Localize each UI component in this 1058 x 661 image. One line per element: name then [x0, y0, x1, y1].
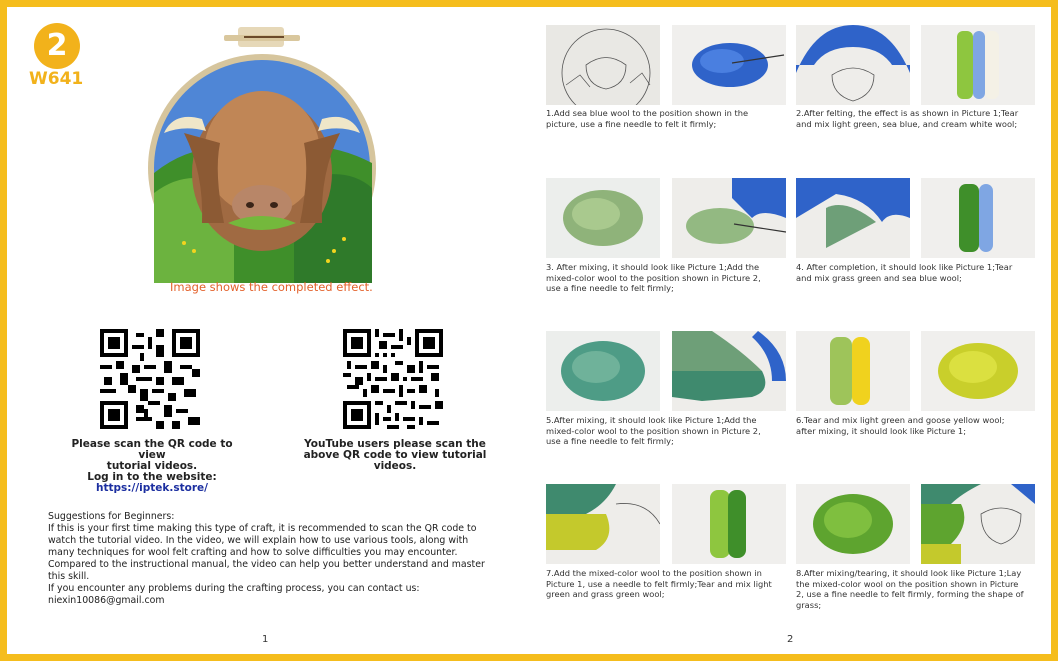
suggestions-line: If this is your first time making this type of craft, it is recommended to scan the QR code to: [48, 523, 477, 534]
qr-youtube-line3: videos.: [373, 460, 417, 472]
text-line: the mixed-color wool on the position shown in Picture: [796, 578, 1019, 589]
text-line: 2.After felting, the effect is as shown in Picture 1;Tear: [796, 108, 1019, 118]
qr-code-website[interactable]: [100, 329, 200, 429]
step3-text: [546, 262, 784, 294]
text-line: after mixing, it should look like Picture 1;: [796, 425, 966, 436]
qr-youtube-line2: above QR code to view tutorial: [303, 449, 487, 461]
step6-picture1: [796, 331, 910, 411]
manual-page-spread: [7, 7, 1051, 654]
text-line: Picture 1, use a needle to felt firmly;Tear and mix light: [546, 578, 772, 589]
qr-website-instructions: [57, 439, 247, 494]
hero-caption: Image shows the completed effect.: [170, 280, 373, 294]
text-line: use a fine needle to felt firmly;: [546, 283, 674, 293]
page-number-right: 2: [787, 634, 794, 645]
step-number-badge: 2: [34, 23, 80, 69]
step5-picture2: [672, 331, 786, 411]
qr-youtube-instructions: [300, 439, 490, 472]
text-line: 2, use a fine needle to felt firmly, forming the shape of: [796, 589, 1024, 599]
step7-text: [546, 568, 784, 600]
step4-picture2: [921, 178, 1035, 258]
model-code: W641: [29, 69, 84, 89]
text-line: 7.Add the mixed-color wool to the position shown in: [546, 568, 762, 578]
step1-picture2: [672, 25, 786, 105]
suggestions-line: this skill.: [48, 571, 90, 582]
text-line: green and grass green wool;: [546, 589, 665, 599]
qr-website-line3: Log in to the website:: [87, 471, 217, 483]
step6-text: [796, 415, 1034, 436]
text-line: picture, use a fine needle to felt it firmly;: [546, 118, 717, 129]
qr-code-youtube[interactable]: [343, 329, 443, 429]
text-line: mixed-color wool to the position shown in Picture 2,: [546, 272, 761, 283]
step5-text: [546, 415, 784, 447]
page-number-left: 1: [262, 634, 269, 645]
step8-picture1: [796, 484, 910, 564]
text-line: 3. After mixing, it should look like Picture 1;Add the: [546, 262, 760, 272]
text-line: 1.Add sea blue wool to the position shown in the: [546, 108, 749, 118]
text-line: 5.After mixing, it should look like Picture 1;Add the: [546, 415, 757, 425]
beginner-suggestions: [48, 511, 508, 607]
suggestions-line: Compared to the instructional manual, the video can help you better understand and master: [48, 559, 485, 570]
text-line: mixed-color wool to the position shown in Picture 2,: [546, 425, 761, 436]
text-line: grass;: [796, 599, 822, 610]
step8-picture2: [921, 484, 1035, 564]
step6-picture2: [921, 331, 1035, 411]
step1-picture1: [546, 25, 660, 105]
step2-picture2: [921, 25, 1035, 105]
contact-email[interactable]: niexin10086@gmail.com: [48, 595, 165, 606]
qr-youtube-line1: YouTube users please scan the: [304, 438, 486, 450]
step2-picture1: [796, 25, 910, 105]
suggestions-title: Suggestions for Beginners:: [48, 511, 175, 522]
qr-website-line1: Please scan the QR code to view: [71, 438, 233, 461]
step3-picture2: [672, 178, 786, 258]
step3-picture1: [546, 178, 660, 258]
step5-picture1: [546, 331, 660, 411]
step1-text: [546, 108, 784, 129]
suggestions-line: If you encounter any problems during the crafting process, you can contact us:: [48, 583, 420, 594]
qr-website-line2: tutorial videos.: [106, 460, 198, 472]
step2-text: [796, 108, 1034, 129]
step7-picture1: [546, 484, 660, 564]
website-link[interactable]: https://iptek.store/: [96, 482, 208, 494]
text-line: and mix light green, sea blue, and cream white wool;: [796, 118, 1018, 129]
text-line: 4. After completion, it should look like Picture 1;Tear: [796, 262, 1013, 272]
step4-picture1: [796, 178, 910, 258]
text-line: and mix grass green and sea blue wool;: [796, 272, 962, 283]
text-line: 8.After mixing/tearing, it should look like Picture 1;Lay: [796, 568, 1022, 578]
text-line: use a fine needle to felt firmly;: [546, 436, 674, 446]
text-line: 6.Tear and mix light green and goose yellow wool;: [796, 415, 1005, 425]
felted-highland-cow-image: [144, 23, 384, 288]
step7-picture2: [672, 484, 786, 564]
suggestions-line: watch the tutorial video. In the video, we will explain how to use various tools, along with: [48, 535, 469, 546]
completed-hoop-image: [144, 23, 384, 288]
suggestions-line: many techniques for wool felt crafting and how to solve difficulties you may encounter.: [48, 547, 458, 558]
step8-text: [796, 568, 1034, 610]
step4-text: [796, 262, 1034, 283]
